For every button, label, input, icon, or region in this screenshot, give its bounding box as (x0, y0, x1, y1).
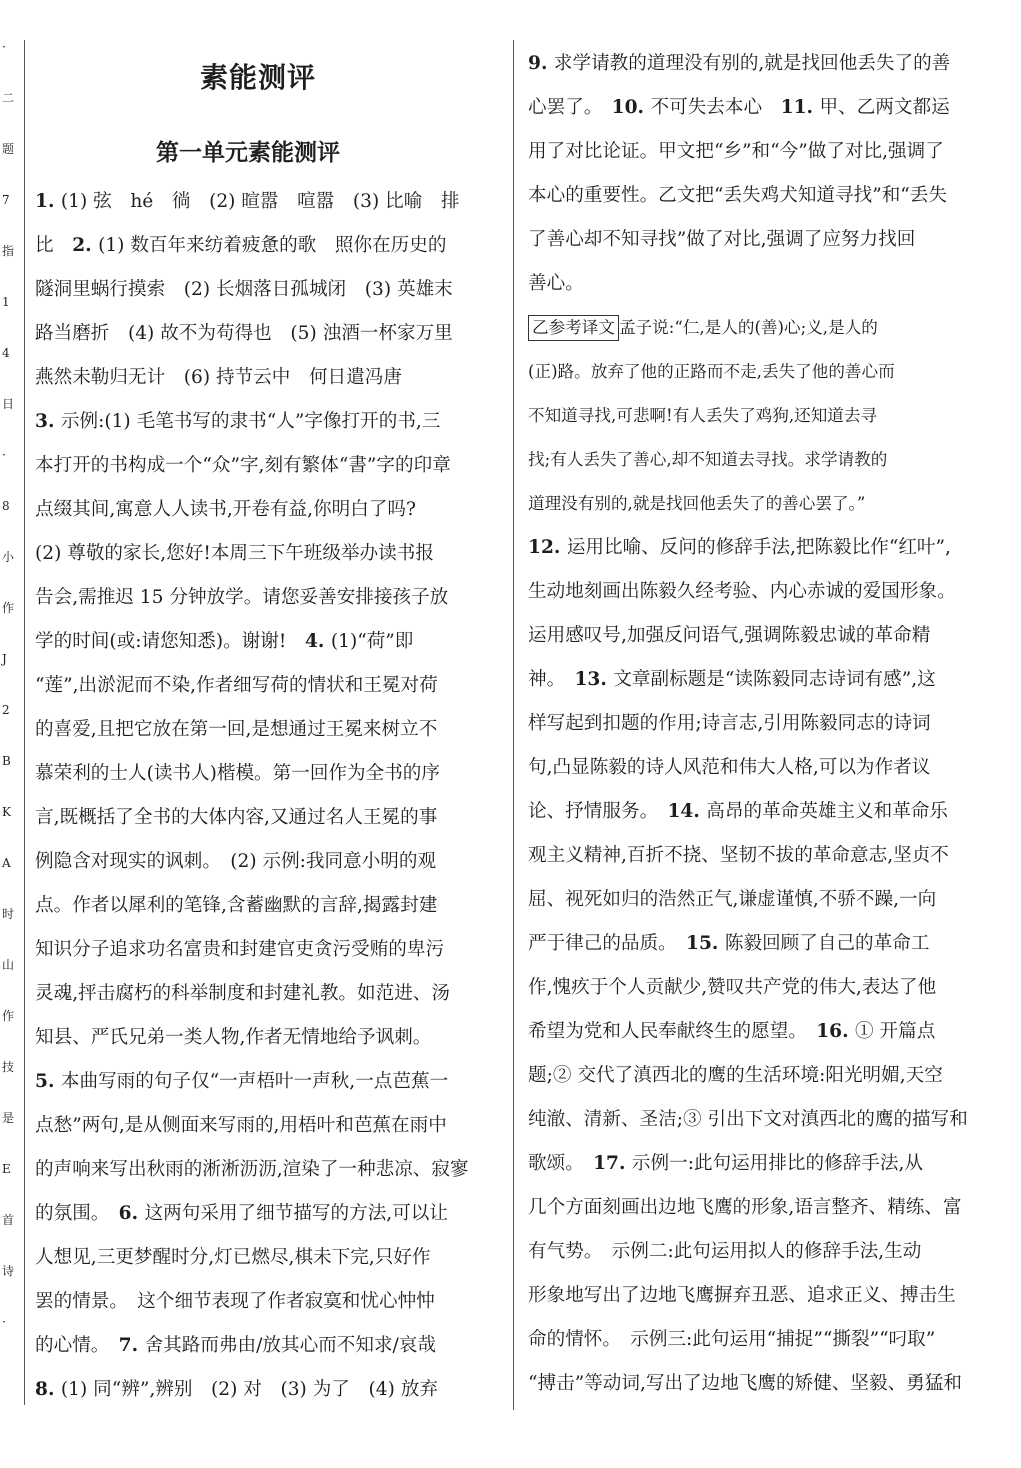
text-line (528, 262, 998, 306)
answer-text: 道理没有别的,就是找回他丢失了的善心罢了。” (528, 494, 866, 513)
left-edge-fragments (0, 40, 16, 1370)
page-title: 素能测评 (200, 61, 317, 94)
text-line (35, 708, 501, 752)
answer-text: 求学请教的道理没有别的,就是找回他丢失了的善 (553, 53, 951, 74)
answer-text: 样写起到扣题的作用;诗言志,引用陈毅同志的诗词 (528, 713, 931, 734)
text-line (35, 972, 501, 1016)
answer-text: 形象地写出了边地飞鹰摒弃丑恶、追求正义、搏击生 (528, 1285, 956, 1306)
text-line (528, 834, 998, 878)
text-line (35, 1368, 501, 1412)
question-number: 11. (780, 97, 820, 118)
edge-char: 8 (2, 499, 10, 513)
text-line (35, 1236, 501, 1280)
answer-text: 点。作者以犀利的笔锋,含蓄幽默的言辞,揭露封建 (35, 895, 438, 916)
text-line (528, 1010, 998, 1054)
text-line (528, 174, 998, 218)
text-line (35, 1104, 501, 1148)
answer-text: 言,既概括了全书的大体内容,又通过名人王冕的事 (35, 807, 438, 828)
right-column (528, 42, 998, 1406)
question-number: 9. (528, 53, 554, 74)
question-number: 17. (593, 1153, 632, 1174)
answer-text: 几个方面刻画出边地飞鹰的形象,语言整齐、精练、富 (528, 1197, 962, 1218)
answer-text: 灵魂,抨击腐朽的科举制度和封建礼教。如范进、汤 (35, 983, 450, 1004)
answer-text: 比 (35, 235, 73, 256)
text-line (528, 1318, 998, 1362)
answer-text: 屈、视死如归的浩然正气,谦虚谨慎,不骄不躁,一向 (528, 889, 937, 910)
edge-char: 题 (2, 142, 15, 156)
reference-translation-label: 乙参考译文 (528, 315, 619, 341)
answer-text: 点愁”两句,是从侧面来写雨的,用梧叶和芭蕉在雨中 (35, 1115, 447, 1136)
text-line (35, 532, 501, 576)
edge-char: 二 (2, 91, 15, 105)
edge-char: 7 (2, 193, 10, 207)
edge-char: 作 (2, 601, 15, 615)
text-line (528, 130, 998, 174)
text-line (528, 746, 998, 790)
text-line (35, 796, 501, 840)
question-number: 14. (667, 801, 707, 822)
edge-char: 时 (2, 907, 15, 921)
answer-text: 高昂的革命英雄主义和革命乐 (706, 801, 949, 822)
text-line (35, 840, 501, 884)
answer-text: 命的情怀。 示例三:此句运用“捕捉”“撕裂”“叼取” (528, 1329, 936, 1350)
edge-char: 小 (2, 550, 15, 564)
text-line (528, 966, 998, 1010)
text-line (35, 180, 501, 224)
answer-text: 示例:(1) 毛笔书写的隶书“人”字像打开的书,三 (60, 411, 441, 432)
text-line (35, 444, 501, 488)
answer-text: 点缀其间,寓意人人读书,开卷有益,你明白了吗? (35, 499, 416, 520)
answer-text: 运用比喻、反问的修辞手法,把陈毅比作“红叶”, (566, 537, 951, 558)
answer-text: 告会,需推迟 15 分钟放学。请您妥善安排接孩子放 (35, 587, 449, 608)
edge-char: · (2, 1315, 6, 1329)
text-line (528, 878, 998, 922)
text-line (528, 702, 998, 746)
answer-text: 作,愧疚于个人贡献少,赞叹共产党的伟大,表达了他 (528, 977, 937, 998)
text-line (35, 884, 501, 928)
answer-text: 学的时间(或:请您知悉)。谢谢! (35, 631, 305, 652)
answer-text: 题;② 交代了滇西北的鹰的生活环境:阳光明媚,天空 (528, 1065, 943, 1086)
answer-text: 纯澈、清新、圣洁;③ 引出下文对滇西北的鹰的描写和 (528, 1109, 968, 1130)
text-line (528, 482, 998, 526)
answer-text: 知识分子追求功名富贵和封建官吏贪污受贿的卑污 (35, 939, 445, 960)
answer-text: 找;有人丢失了善心,却不知道去寻找。求学请教的 (528, 450, 888, 469)
answer-text: 罢的情景。 这个细节表现了作者寂寞和忧心忡忡 (35, 1291, 435, 1312)
edge-char: 是 (2, 1111, 15, 1125)
text-line (35, 400, 501, 444)
text-line (528, 658, 998, 702)
answer-text: 心罢了。 (528, 97, 612, 118)
answer-text: 神。 (528, 669, 575, 690)
edge-char: 山 (2, 958, 15, 972)
text-line (528, 570, 998, 614)
unit-title: 第一单元素能测评 (156, 139, 340, 166)
text-line (528, 790, 998, 834)
answer-text: 文章副标题是“读陈毅同志诗词有感”,这 (613, 669, 936, 690)
text-line (528, 1186, 998, 1230)
edge-char: 指 (2, 244, 15, 258)
text-line (35, 1192, 501, 1236)
text-line (528, 1230, 998, 1274)
text-line (35, 928, 501, 972)
text-line (528, 1054, 998, 1098)
answer-text: (1)“荷”即 (330, 631, 414, 652)
text-line (528, 922, 998, 966)
text-line (528, 1362, 998, 1406)
text-line (528, 42, 998, 86)
answer-text: 示例一:此句运用排比的修辞手法,从 (631, 1153, 923, 1174)
answer-text: (2) 尊敬的家长,您好!本周三下午班级举办读书报 (35, 543, 434, 564)
text-line (528, 614, 998, 658)
text-line (35, 752, 501, 796)
text-line (528, 438, 998, 482)
edge-char: B (2, 754, 11, 768)
text-line (528, 1274, 998, 1318)
question-number: 4. (304, 631, 331, 652)
question-number: 7. (118, 1335, 145, 1356)
answer-text: 善心。 (528, 273, 584, 294)
answer-text: 人想见,三更梦醒时分,灯已燃尽,棋未下完,只好作 (35, 1247, 431, 1268)
answer-text: 不可失去本心 (650, 97, 781, 118)
question-number: 5. (35, 1071, 61, 1092)
text-line (35, 1016, 501, 1060)
answer-text: 观主义精神,百折不挠、坚韧不拔的革命意志,坚贞不 (528, 845, 949, 866)
answer-text: 有气势。 示例二:此句运用拟人的修辞手法,生动 (528, 1241, 922, 1262)
edge-char: 日 (2, 397, 15, 411)
answer-text: 例隐含对现实的讽刺。 (2) 示例:我同意小明的观 (35, 851, 437, 872)
column-divider (513, 40, 514, 1410)
text-line (35, 620, 501, 664)
answer-text: 本打开的书构成一个“众”字,刻有繁体“書”字的印章 (35, 455, 451, 476)
text-line (35, 1280, 501, 1324)
edge-char: A (2, 856, 11, 870)
answer-text: 陈毅回顾了自己的革命工 (724, 933, 930, 954)
answer-text: 不知道寻找,可悲啊!有人丢失了鸡狗,还知道去寻 (528, 406, 878, 425)
question-number: 1. (35, 191, 61, 212)
text-line (528, 526, 998, 570)
answer-text: 论、抒情服务。 (528, 801, 668, 822)
left-border-rule (24, 40, 25, 1405)
answer-text: 的心情。 (35, 1335, 119, 1356)
edge-char: 1 (2, 295, 10, 309)
answer-text: “搏击”等动词,写出了边地飞鹰的矫健、坚毅、勇猛和 (528, 1373, 962, 1394)
answer-text: 舍其路而弗由/放其心而不知求/哀哉 (144, 1335, 436, 1356)
text-line (528, 350, 998, 394)
answer-text: 的氛围。 (35, 1203, 119, 1224)
text-line (35, 224, 501, 268)
edge-char: K (2, 805, 11, 819)
text-line (35, 356, 501, 400)
answer-text: 本心的重要性。乙文把“丢失鸡犬知道寻找”和“丢失 (528, 185, 947, 206)
edge-char: 技 (2, 1060, 15, 1074)
answer-text: 路当磨折 (4) 故不为苟得也 (5) 浊酒一杯家万里 (35, 323, 453, 344)
edge-char: J (2, 652, 7, 666)
edge-char: E (2, 1162, 11, 1176)
answer-text: 知县、严氏兄弟一类人物,作者无情地给予讽刺。 (35, 1027, 432, 1048)
answer-text: ① 开篇点 (855, 1021, 936, 1042)
edge-char: 诗 (2, 1264, 15, 1278)
edge-char: 4 (2, 346, 10, 360)
text-line (35, 1148, 501, 1192)
answer-text: 生动地刻画出陈毅久经考验、内心赤诚的爱国形象。 (528, 581, 956, 602)
answer-text: 的喜爱,且把它放在第一回,是想通过王冕来树立不 (35, 719, 438, 740)
answer-text: 运用感叹号,加强反问语气,强调陈毅忠诚的革命精 (528, 625, 931, 646)
text-line (35, 268, 501, 312)
question-number: 12. (528, 537, 567, 558)
answer-text: 慕荣利的士人(读书人)楷模。第一回作为全书的序 (35, 763, 440, 784)
answer-text: 本曲写雨的句子仅“一声梧叶一声秋,一点芭蕉一 (60, 1071, 449, 1092)
edge-char: 首 (2, 1213, 15, 1227)
answer-text: (1) 数百年来纺着疲惫的歌 照你在历史的 (98, 235, 447, 256)
question-number: 8. (35, 1379, 61, 1400)
answer-text: 严于律己的品质。 (528, 933, 687, 954)
text-line (35, 576, 501, 620)
answer-text: “莲”,出淤泥而不染,作者细写荷的情状和王冕对荷 (35, 675, 438, 696)
edge-char: 2 (2, 703, 10, 717)
edge-char: 作 (2, 1009, 15, 1023)
answer-text: 甲、乙两文都运 (819, 97, 950, 118)
text-line (528, 218, 998, 262)
text-line (35, 1324, 501, 1368)
text-line (528, 306, 998, 350)
answer-text: 的声响来写出秋雨的淅淅沥沥,渲染了一种悲凉、寂寥 (35, 1159, 469, 1180)
answer-text: (1) 弦 hé 徜 (2) 暄嚣 喧嚣 (3) 比喻 排 (60, 191, 460, 212)
answer-text: 歌颂。 (528, 1153, 594, 1174)
question-number: 10. (611, 97, 651, 118)
answer-text: 燕然未勒归无计 (6) 持节云中 何日遣冯唐 (35, 367, 402, 388)
left-column (35, 180, 501, 1412)
answer-text: (正)路。放弃了他的正路而不走,丢失了他的善心而 (528, 362, 895, 381)
answer-text: (1) 同“辨”,辨别 (2) 对 (3) 为了 (4) 放弃 (60, 1379, 438, 1400)
answer-text: 句,凸显陈毅的诗人风范和伟大人格,可以为作者议 (528, 757, 931, 778)
text-line (528, 1098, 998, 1142)
edge-char: · (2, 40, 6, 54)
text-line (528, 1142, 998, 1186)
edge-char: · (2, 448, 6, 462)
answer-text: 孟子说:“仁,是人的(善)心;义,是人的 (618, 318, 878, 337)
answer-text: 用了对比论证。甲文把“乡”和“今”做了对比,强调了 (528, 141, 944, 162)
text-line (528, 86, 998, 130)
answer-text: 希望为党和人民奉献终生的愿望。 (528, 1021, 817, 1042)
question-number: 15. (686, 933, 725, 954)
text-line (528, 394, 998, 438)
answer-text: 隧洞里蜗行摸索 (2) 长烟落日孤城闭 (3) 英雄末 (35, 279, 453, 300)
text-line (35, 664, 501, 708)
question-number: 2. (72, 235, 99, 256)
text-line (35, 1060, 501, 1104)
question-number: 3. (35, 411, 61, 432)
question-number: 16. (816, 1021, 856, 1042)
text-line (35, 488, 501, 532)
question-number: 13. (574, 669, 614, 690)
question-number: 6. (118, 1203, 145, 1224)
answer-text: 了善心却不知寻找”做了对比,强调了应努力找回 (528, 229, 916, 250)
answer-text: 这两句采用了细节描写的方法,可以让 (144, 1203, 448, 1224)
text-line (35, 312, 501, 356)
